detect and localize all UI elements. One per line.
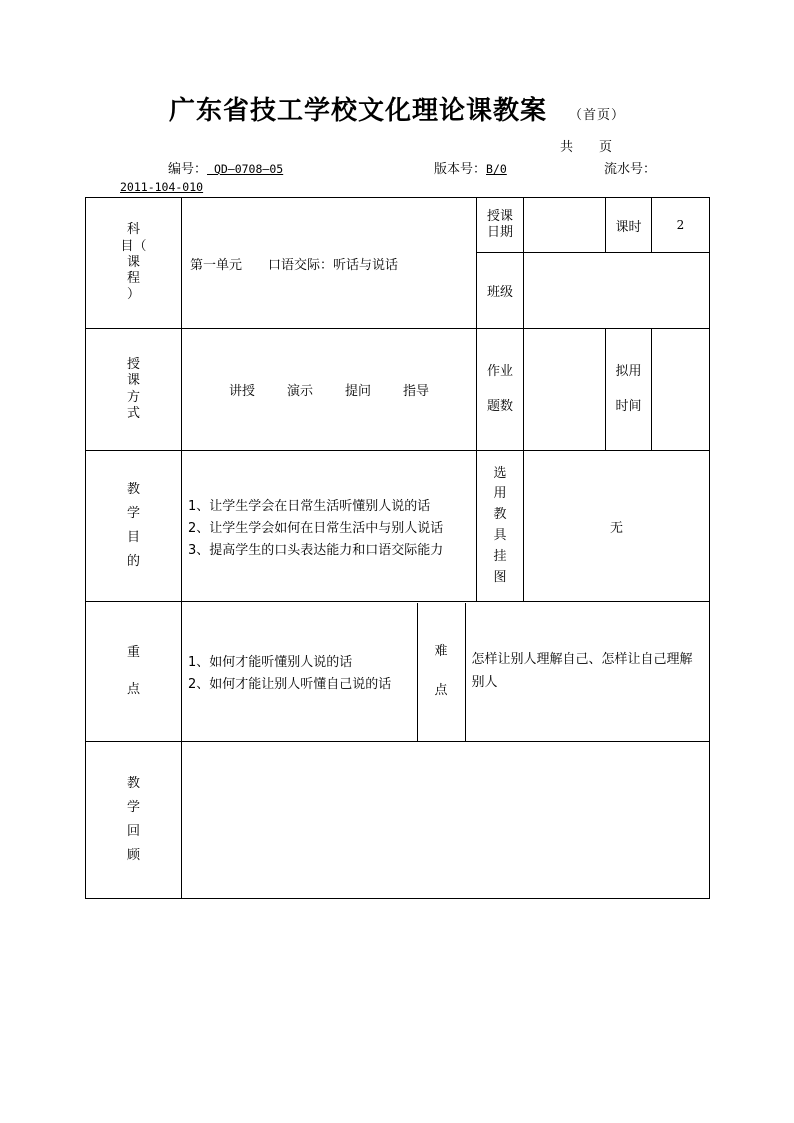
key-difficulty-inner xyxy=(182,603,709,741)
hours-value: 2 xyxy=(652,198,710,253)
review-value xyxy=(182,742,710,899)
method-item: 演示 xyxy=(286,384,313,399)
serial-value: 2011-104-010 xyxy=(120,180,204,194)
method-label: 授 课 方 式 xyxy=(86,329,182,451)
key-point-item: 2、如何才能让别人听懂自己说的话 xyxy=(188,677,392,692)
objective-item: 1、让学生学会在日常生活听懂别人说的话 xyxy=(188,498,431,514)
code-field xyxy=(168,158,283,177)
objective-item: 3、提高学生的口头表达能力和口语交际能力 xyxy=(188,542,444,558)
method-item: 讲授 xyxy=(228,384,255,399)
subject-label: 科 目（ 课 程 ） xyxy=(86,198,182,329)
method-item: 提问 xyxy=(345,384,372,399)
page-title xyxy=(0,90,794,127)
homework-value xyxy=(524,329,606,451)
planned-time-label: 拟用 时间 xyxy=(606,329,652,451)
aids-value: 无 xyxy=(524,451,710,602)
objectives-cell xyxy=(182,451,477,602)
difficulty-label: 难 点 xyxy=(417,603,465,741)
homework-label: 作业 题数 xyxy=(477,329,524,451)
methods-cell xyxy=(182,329,477,451)
aids-label: 选 用 教 具 挂 图 xyxy=(477,451,524,602)
title-text: 广东省技工学校文化理论课教案 xyxy=(168,96,547,126)
planned-time-value xyxy=(652,329,710,451)
method-item: 指导 xyxy=(403,384,430,399)
hours-label: 课时 xyxy=(606,198,652,253)
subject-value: 第一单元 口语交际：听话与说话 xyxy=(182,198,477,329)
lesson-plan-table xyxy=(85,197,710,899)
code-label: 编号： xyxy=(168,162,208,177)
difficulty-value: 怎样让别人理解自己、怎样让自己理解别人 xyxy=(471,652,693,690)
class-value xyxy=(524,253,710,329)
serial-label: 流水号： xyxy=(604,162,657,177)
total-pages: 共 页 xyxy=(560,140,613,155)
key-label: 重 点 xyxy=(86,602,182,742)
key-points-cell xyxy=(182,603,417,741)
version-field xyxy=(434,158,507,177)
objective-item: 2、让学生学会如何在日常生活中与别人说话 xyxy=(188,520,444,536)
title-note: （首页） xyxy=(569,108,626,123)
date-value xyxy=(524,198,606,253)
date-label: 授课 日期 xyxy=(477,198,524,253)
class-label: 班级 xyxy=(477,253,524,329)
code-value: QD—0708—05 xyxy=(207,162,284,176)
objective-label: 教 学 目 的 xyxy=(86,451,182,602)
version-value: B/0 xyxy=(486,162,507,176)
version-label: 版本号： xyxy=(434,162,487,177)
review-label: 教 学 回 顾 xyxy=(86,742,182,899)
key-point-item: 1、如何才能听懂别人说的话 xyxy=(188,655,353,670)
key-difficulty-cell xyxy=(182,602,710,742)
